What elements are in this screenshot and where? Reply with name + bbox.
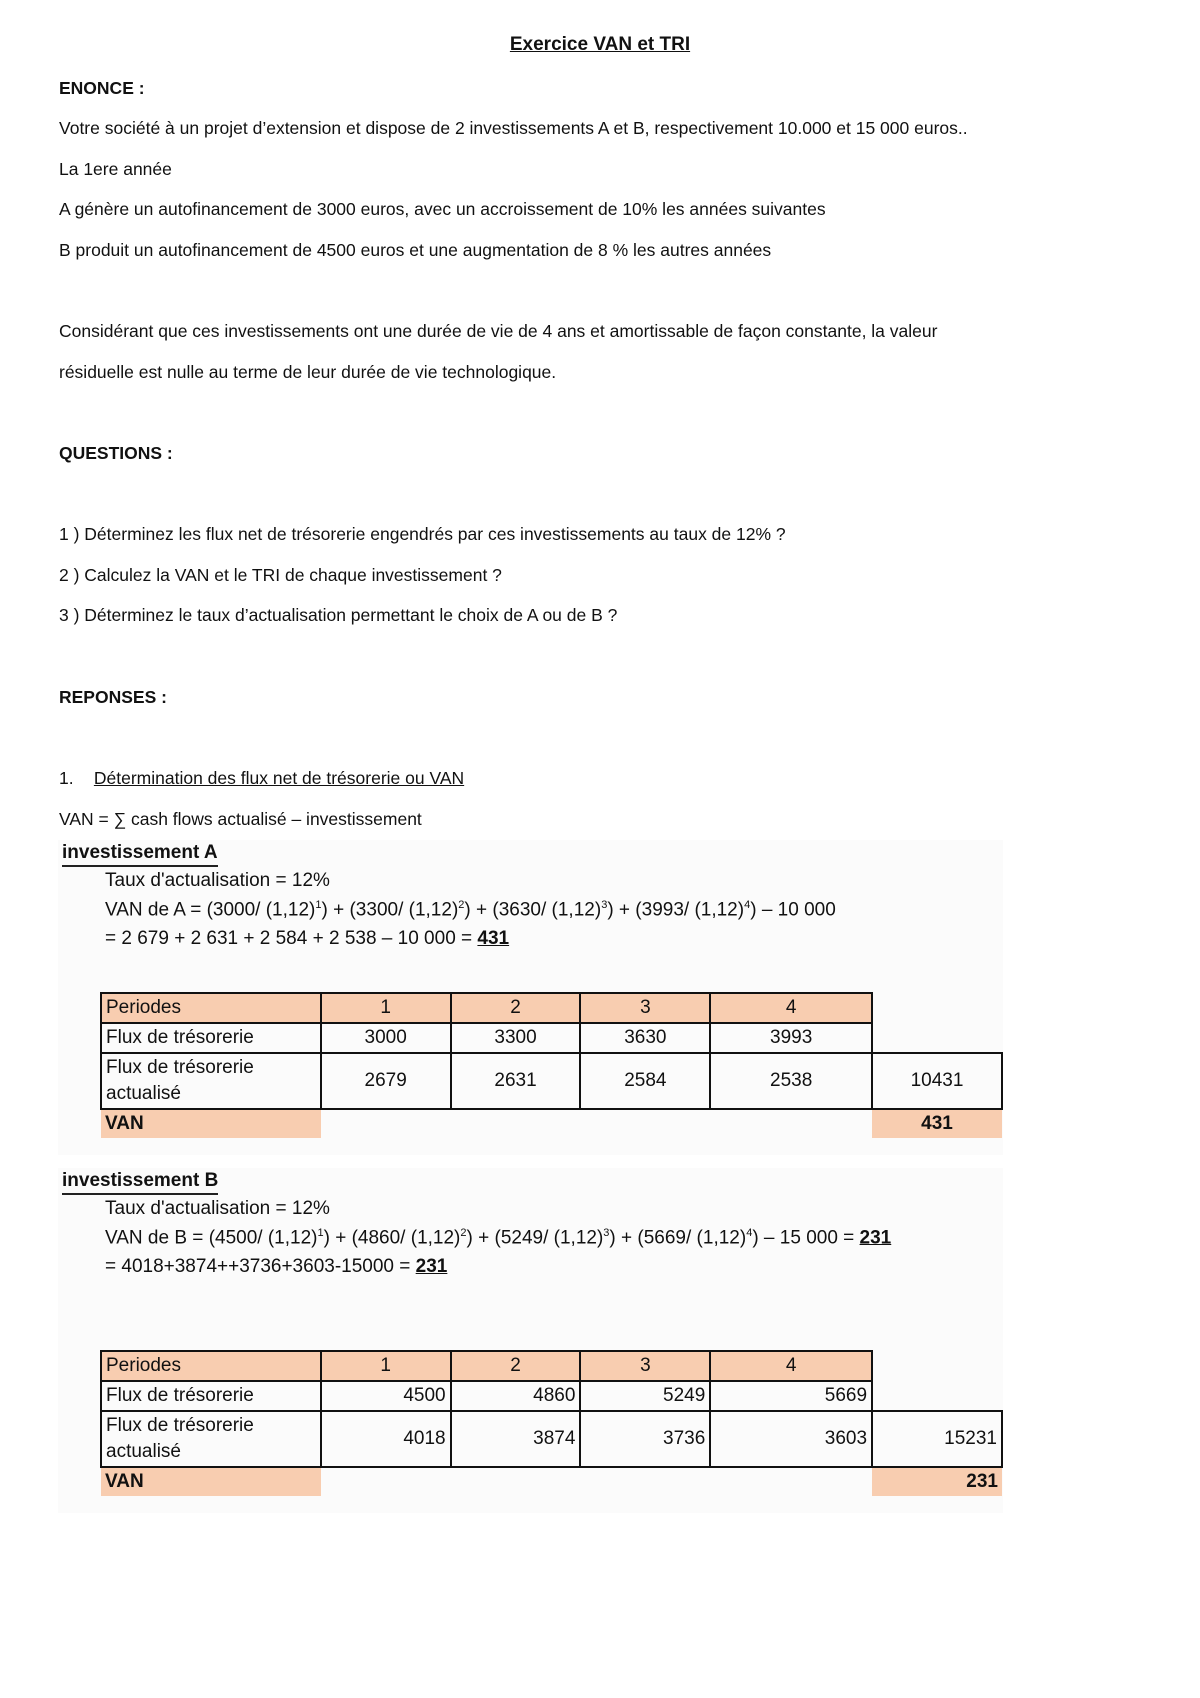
investment-a-title: investissement A: [62, 842, 218, 867]
investment-b-rate: Taux d'actualisation = 12%: [105, 1198, 330, 1219]
section-heading: [59, 768, 464, 789]
question-item: 3 ) Déterminez le taux d’actualisation permettant le choix de A ou de B ?: [59, 605, 618, 625]
table-row: Flux de trésorerie 4500 4860 5249 5669: [101, 1381, 1002, 1411]
investment-b-title: investissement B: [62, 1170, 218, 1195]
investment-a-van-formula: VAN de A = (3000/ $(1,12)^1) + (3300/$ $(1,12)^2) + (3630/$ $(1,12)^3) + (3993/$ $(1,12)^4) - 10$ 000: [105, 899, 836, 921]
investment-a-block: [58, 840, 1003, 1155]
question-item: 2 ) Calculez la VAN et le TRI de chaque investissement ?: [59, 565, 502, 585]
question-item: 1 ) Déterminez les flux net de trésorerie engendrés par ces investissements au taux de 12% ?: [59, 524, 786, 544]
table-row: VAN 431: [101, 1109, 1002, 1138]
enonce-line: Votre société à un projet d’extension et dispose de 2 investissements A et B, respectivement 10.000 et 15 000 euros..: [59, 118, 968, 138]
table-row: Periodes 1 2 3 4: [101, 993, 1002, 1023]
table-row: VAN 231: [101, 1467, 1002, 1496]
table-row: Periodes 1 2 3 4: [101, 1351, 1002, 1381]
reponses-heading: REPONSES :: [59, 687, 167, 707]
enonce-heading: ENONCE :: [59, 78, 145, 98]
enonce-line: A génère un autofinancement de 3000 euros, avec un accroissement de 10% les années suivantes: [59, 199, 826, 219]
questions-heading: QUESTIONS :: [59, 443, 173, 463]
investment-b-table: [100, 1350, 1003, 1496]
investment-a-table: [100, 992, 1003, 1138]
investment-b-block: [58, 1168, 1003, 1513]
investment-a-van-result: = 2 679 + 2 631 + 2 584 + 2 538 – 10 000 = 431: [105, 928, 510, 949]
section-title: Détermination des flux net de trésorerie ou VAN: [93, 768, 465, 788]
section-number: 1.: [59, 768, 74, 788]
enonce-line: La 1ere année: [59, 159, 172, 179]
document-title: Exercice VAN et TRI: [509, 34, 691, 55]
table-row: Flux de trésorerie 3000 3300 3630 3993: [101, 1023, 1002, 1053]
enonce-paragraph-line: Considérant que ces investissements ont une durée de vie de 4 ans et amortissable de façon constante, la valeur: [59, 321, 938, 341]
van-formula: VAN = ∑ cash flows actualisé – investissement: [59, 809, 422, 829]
enonce-line: B produit un autofinancement de 4500 euros et une augmentation de 8 % les autres années: [59, 240, 772, 260]
table-row: Flux de trésorerie actualisé 4018 3874 3736 3603 15231: [101, 1411, 1002, 1467]
table-row: Flux de trésorerie actualisé 2679 2631 2584 2538 10431: [101, 1053, 1002, 1109]
investment-a-rate: Taux d'actualisation = 12%: [105, 870, 330, 891]
enonce-paragraph-line: résiduelle est nulle au terme de leur durée de vie technologique.: [59, 362, 557, 382]
investment-b-van-result: = 4018+3874++3736+3603-15000 = 231: [105, 1256, 448, 1277]
investment-b-van-formula: VAN de B = (4500/ $(1,12)^1) + (4860/$ $(1,12)^2) + (5249/$ $(1,12)^3) + (5669/$ $(1,12)^4) - 15$ 000 = 231: [105, 1227, 892, 1249]
